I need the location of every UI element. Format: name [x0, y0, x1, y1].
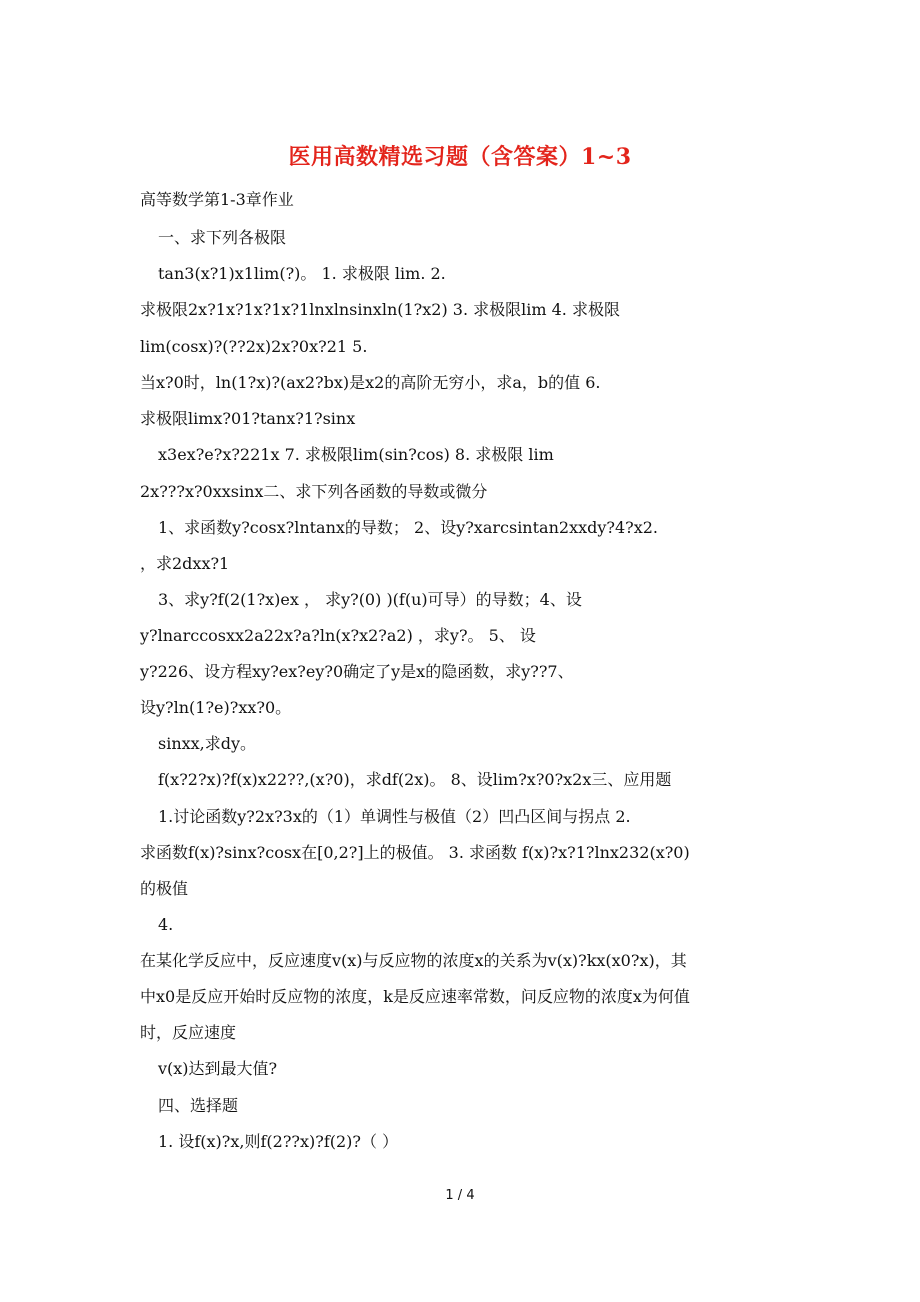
section-heading: 一、求下列各极限	[158, 228, 287, 247]
text-line: 1.讨论函数y?2x?3x的（1）单调性与极值（2）凹凸区间与拐点 2.	[158, 807, 631, 826]
text-line: ，求2dxx?1	[140, 554, 230, 573]
text-line: tan3(x?1)x1lim(?)。 1. 求极限 lim. 2.	[158, 264, 446, 283]
text-line: 求极限limx?01?tanx?1?sinx	[140, 409, 356, 428]
text-line: 求函数f(x)?sinx?cosx在[0,2?]上的极值。 3. 求函数 f(x)?x?1?lnx232(x?0)	[140, 843, 690, 862]
text-line: x3ex?e?x?221x 7. 求极限lim(sin?cos) 8. 求极限 lim	[158, 445, 554, 464]
text-line: 当x?0时，ln(1?x)?(ax2?bx)是x2的高阶无穷小，求a，b的值 6.	[140, 373, 601, 392]
text-line: 2x???x?0xxsinx二、求下列各函数的导数或微分	[140, 482, 488, 501]
text-line: 求极限2x?1x?1x?1x?1lnxlnsinxln(1?x2) 3. 求极限lim 4. 求极限	[140, 300, 620, 319]
text-line: 设y?ln(1?e)?xx?0。	[140, 698, 292, 717]
text-line: lim(cosx)?(??2x)2x?0x?21 5.	[140, 337, 368, 356]
text-line: 1、求函数y?cosx?lntanx的导数； 2、设y?xarcsintan2xxdy?4?x2.	[158, 518, 659, 537]
text-line: 1. 设f(x)?x,则f(2??x)?f(2)?（ ）	[158, 1132, 399, 1151]
text-line: f(x?2?x)?f(x)x22??,(x?0)，求df(2x)。 8、设lim?x?0?x2x三、应用题	[158, 770, 672, 789]
text-line: sinxx,求dy。	[158, 734, 257, 753]
text-line: 在某化学反应中，反应速度v(x)与反应物的浓度x的关系为v(x)?kx(x0?x)，其	[140, 951, 687, 970]
text-line: 高等数学第1-3章作业	[140, 190, 294, 209]
page-number: 1 / 4	[445, 1188, 475, 1203]
text-line: 4.	[158, 915, 174, 934]
text-line: y?226、设方程xy?ex?ey?0确定了y是x的隐函数，求y??7、	[140, 662, 574, 681]
text-line: 3、求y?f(2(1?x)ex ， 求y?(0) )(f(u)可导）的导数；4、设	[158, 590, 582, 609]
section-heading: 四、选择题	[158, 1096, 239, 1115]
text-line: v(x)达到最大值?	[158, 1059, 278, 1078]
document-title: 医用高数精选习题（含答案）1~3	[288, 144, 632, 170]
text-line: 中x0是反应开始时反应物的浓度，k是反应速率常数，问反应物的浓度x为何值	[140, 987, 690, 1006]
text-line: y?lnarccosxx2a22x?a?ln(x?x2?a2) ，求y?。 5、 设	[140, 626, 536, 645]
text-line: 的极值	[140, 879, 189, 898]
text-line: 时，反应速度	[140, 1023, 237, 1042]
